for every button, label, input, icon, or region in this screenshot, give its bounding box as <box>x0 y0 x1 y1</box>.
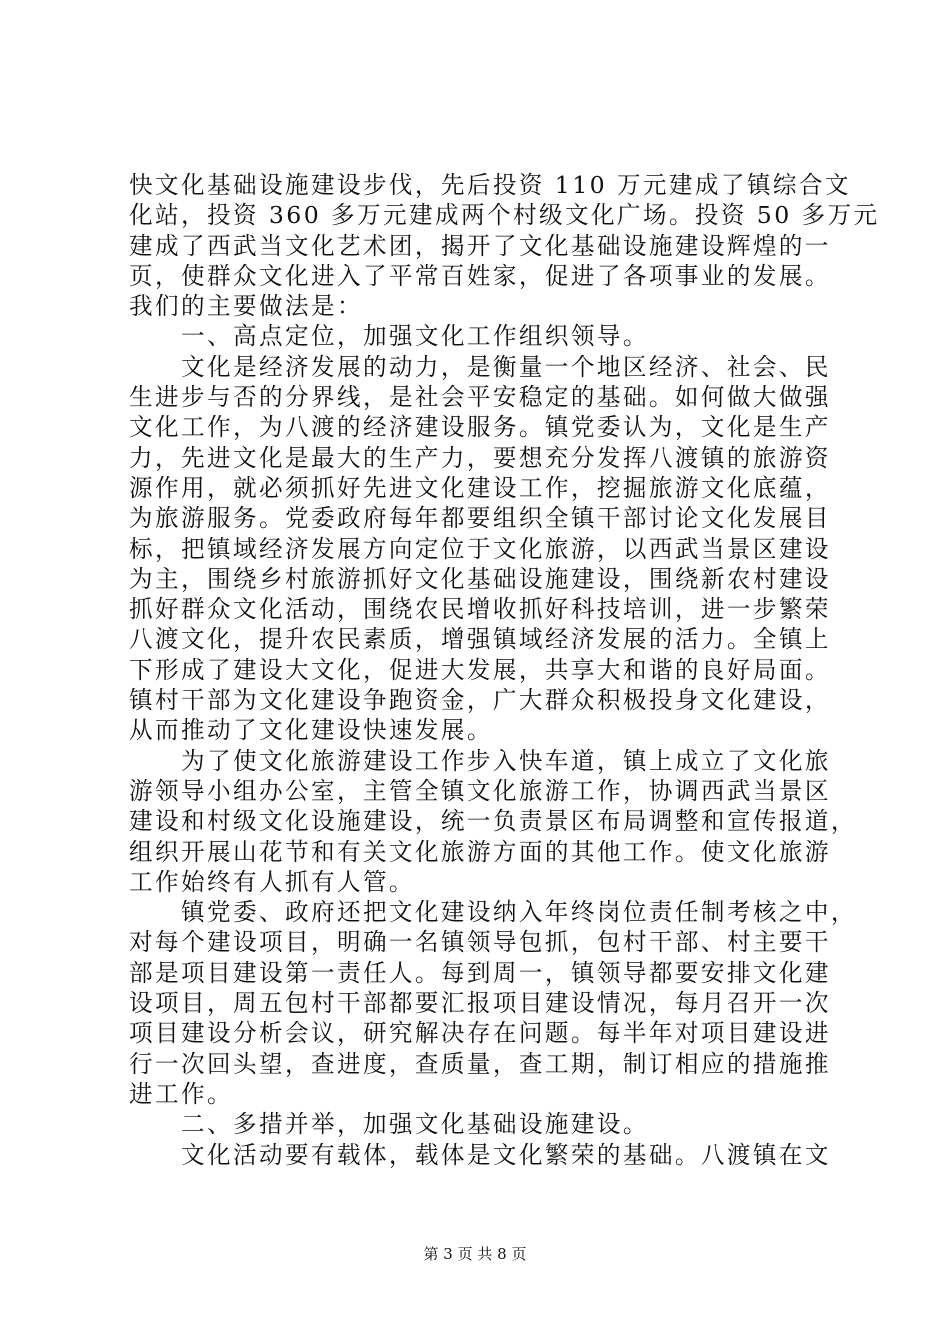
text-line: 标，把镇域经济发展方向定位于文化旅游，以西武当景区建设 <box>129 534 831 563</box>
text-line: 生进步与否的分界线，是社会平安稳定的基础。如何做大做强 <box>129 383 831 412</box>
document-body <box>129 170 880 1170</box>
text-line: 力，先进文化是最大的生产力，要想充分发挥八渡镇的旅游资 <box>129 443 831 472</box>
text-line: 部是项目建设第一责任人。每到周一，镇领导都要安排文化建 <box>129 958 831 987</box>
text-line: 工作始终有人抓有人管。 <box>129 867 415 896</box>
page-footer: 第 3 页 共 8 页 <box>423 1245 527 1263</box>
text-line: 从而推动了文化建设快速发展。 <box>129 716 493 745</box>
text-line: 下形成了建设大文化，促进大发展，共享大和谐的良好局面。 <box>129 655 831 684</box>
text-line: 文化活动要有载体，载体是文化繁荣的基础。八渡镇在文 <box>129 1140 831 1169</box>
text-line: 组织开展山花节和有关文化旅游方面的其他工作。使文化旅游 <box>129 837 831 866</box>
text-line: 项目建设分析会议，研究解决存在问题。每半年对项目建设进 <box>129 1019 831 1048</box>
text-line: 八渡文化，提升农民素质，增强镇域经济发展的活力。全镇上 <box>129 625 831 654</box>
text-line: 化站，投资 360 多万元建成两个村级文化广场。投资 50 多万元 <box>129 201 880 230</box>
text-line: 文化是经济发展的动力，是衡量一个地区经济、社会、民 <box>129 352 831 381</box>
text-line: 对每个建设项目，明确一名镇领导包抓，包村干部、村主要干 <box>129 928 831 957</box>
text-line: 我们的主要做法是： <box>129 292 363 321</box>
text-line: 快文化基础设施建设步伐，先后投资 110 万元建成了镇综合文 <box>129 171 851 199</box>
text-line: 源作用，就必须抓好先进文化建设工作，挖掘旅游文化底蕴， <box>129 473 831 502</box>
text-line: 建成了西武当文化艺术团，揭开了文化基础设施建设辉煌的一 <box>129 231 831 260</box>
text-line: 建设和村级文化设施建设，统一负责景区布局调整和宣传报道， <box>129 807 857 836</box>
text-line: 镇村干部为文化建设争跑资金，广大群众积极投身文化建设， <box>129 686 831 715</box>
text-line: 游领导小组办公室，主管全镇文化旅游工作，协调西武当景区 <box>129 776 831 805</box>
text-line: 镇党委、政府还把文化建设纳入年终岗位责任制考核之中， <box>129 898 857 927</box>
text-line: 抓好群众文化活动，围绕农民增收抓好科技培训，进一步繁荣 <box>129 595 831 624</box>
text-line: 为了使文化旅游建设工作步入快车道，镇上成立了文化旅 <box>129 746 831 775</box>
text-line: 进工作。 <box>129 1079 233 1108</box>
text-line: 二、多措并举，加强文化基础设施建设。 <box>129 1110 649 1139</box>
text-line: 设项目，周五包村干部都要汇报项目建设情况，每月召开一次 <box>129 989 831 1018</box>
text-line: 页，使群众文化进入了平常百姓家，促进了各项事业的发展。 <box>129 261 831 290</box>
text-line: 行一次回头望，查进度，查质量，查工期，制订相应的措施推 <box>129 1049 831 1078</box>
text-line: 为旅游服务。党委政府每年都要组织全镇干部讨论文化发展目 <box>129 504 831 533</box>
text-line: 文化工作，为八渡的经济建设服务。镇党委认为，文化是生产 <box>129 413 831 442</box>
text-line: 为主，围绕乡村旅游抓好文化基础设施建设，围绕新农村建设 <box>129 564 831 593</box>
text-line: 一、高点定位，加强文化工作组织领导。 <box>129 322 649 351</box>
